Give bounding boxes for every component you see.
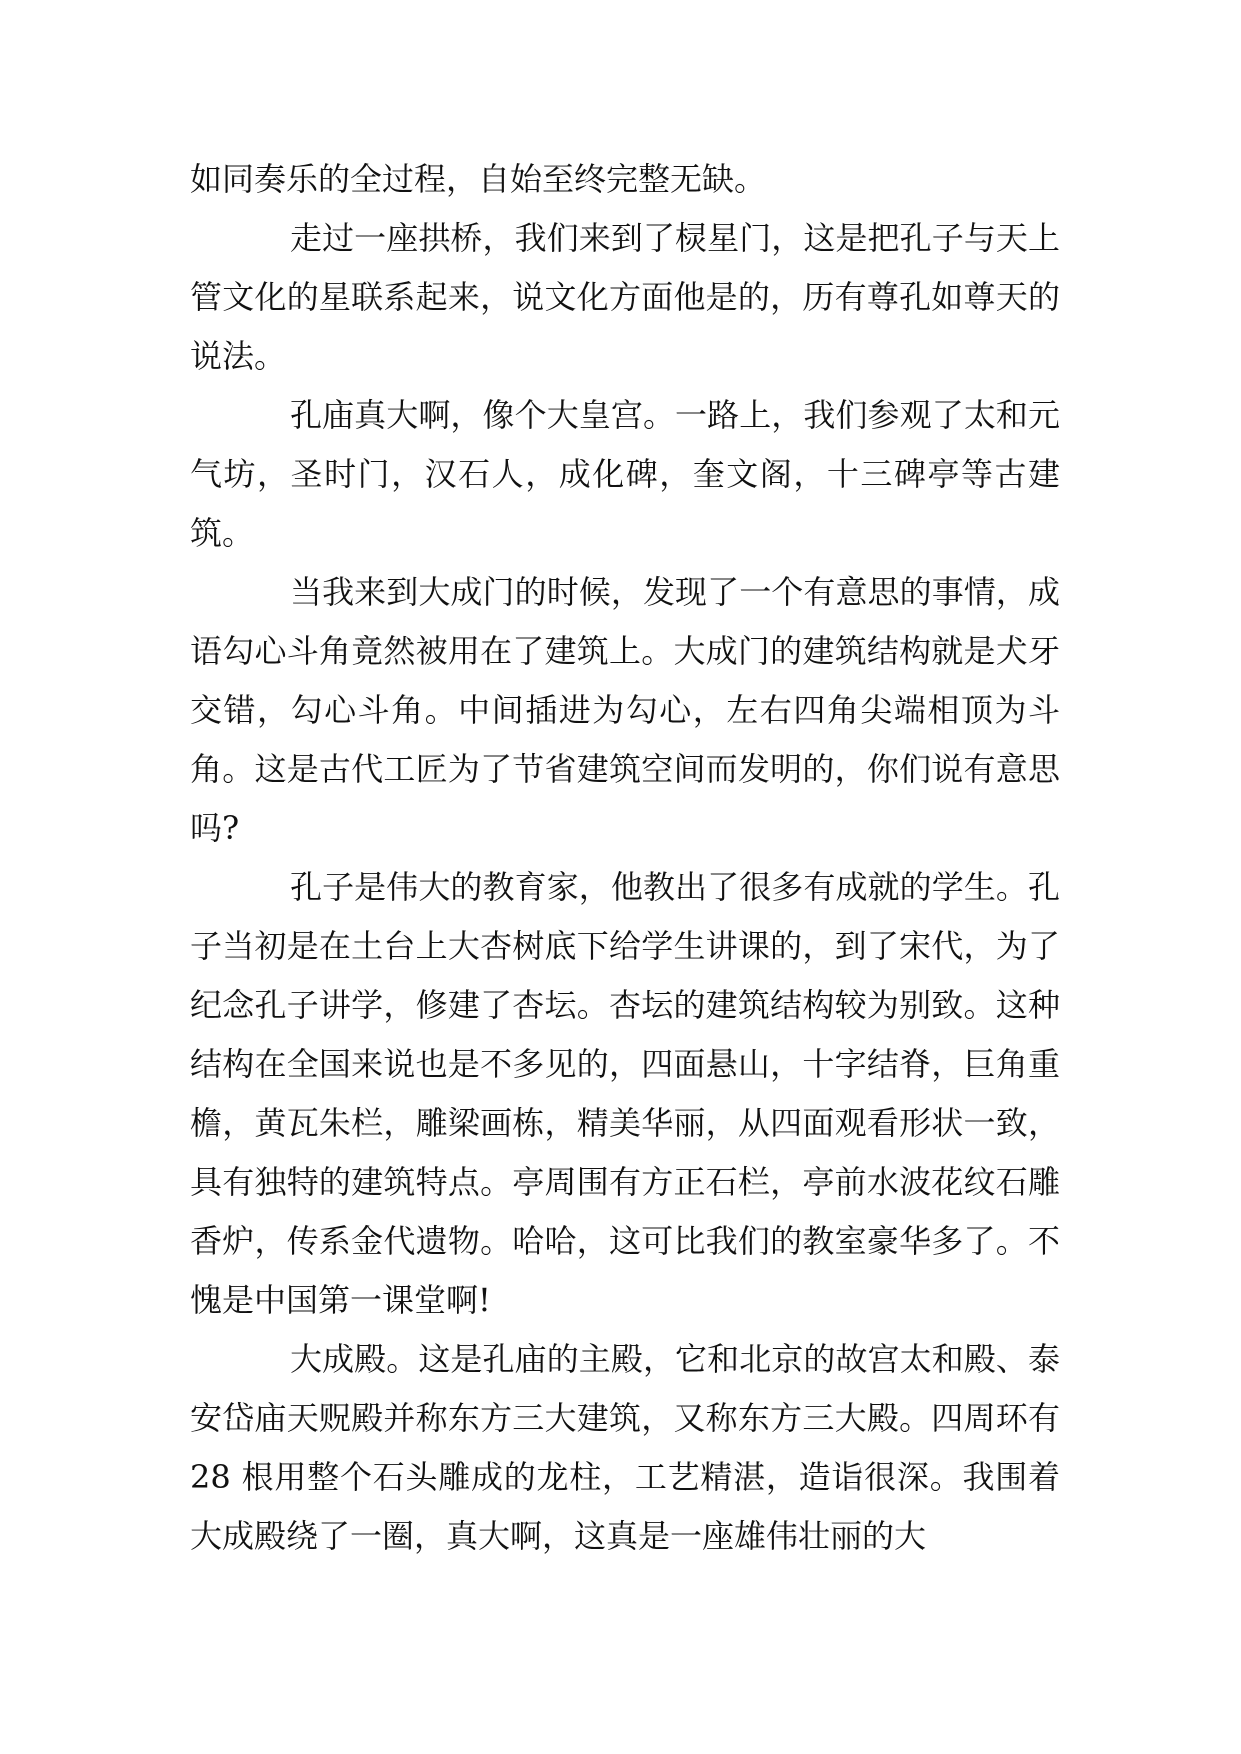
document-body — [190, 150, 1060, 1566]
paragraph-dacheng-hall: 大成殿。这是孔庙的主殿，它和北京的故宫太和殿、泰安岱庙天贶殿并称东方三大建筑，又称东方三大殿。四周环有 28 根用整个石头雕成的龙柱，工艺精湛，造诣很深。我围着大成殿绕了一圈，真大啊，这真是一座雄伟壮丽的大 — [190, 1340, 1060, 1555]
paragraph-apricot-altar: 孔子是伟大的教育家，他教出了很多有成就的学生。孔子当初是在土台上大杏树底下给学生讲课的，到了宋代，为了纪念孔子讲学，修建了杏坛。杏坛的建筑结构较为别致。这种结构在全国来说也是不多见的，四面悬山，十字结脊，巨角重檐，黄瓦朱栏，雕梁画栋，精美华丽，从四面观看形状一致，具有独特的建筑特点。亭周围有方正石栏，亭前水波花纹石雕香炉，传系金代遗物。哈哈，这可比我们的教室豪华多了。不愧是中国第一课堂啊! — [190, 868, 1060, 1319]
paragraph-continuation: 如同奏乐的全过程，自始至终完整无缺。 — [190, 160, 767, 198]
paragraph-lingxing-gate: 走过一座拱桥，我们来到了棂星门，这是把孔子与天上管文化的星联系起来，说文化方面他是的，历有尊孔如尊天的说法。 — [190, 219, 1060, 375]
paragraph-temple-tour: 孔庙真大啊，像个大皇宫。一路上，我们参观了太和元气坊，圣时门，汉石人，成化碑，奎文阁，十三碑亭等古建筑。 — [190, 396, 1060, 552]
paragraph-dacheng-gate: 当我来到大成门的时候，发现了一个有意思的事情，成语勾心斗角竟然被用在了建筑上。大成门的建筑结构就是犬牙交错，勾心斗角。中间插进为勾心，左右四角尖端相顶为斗角。这是古代工匠为了节省建筑空间而发明的，你们说有意思吗? — [190, 573, 1060, 847]
